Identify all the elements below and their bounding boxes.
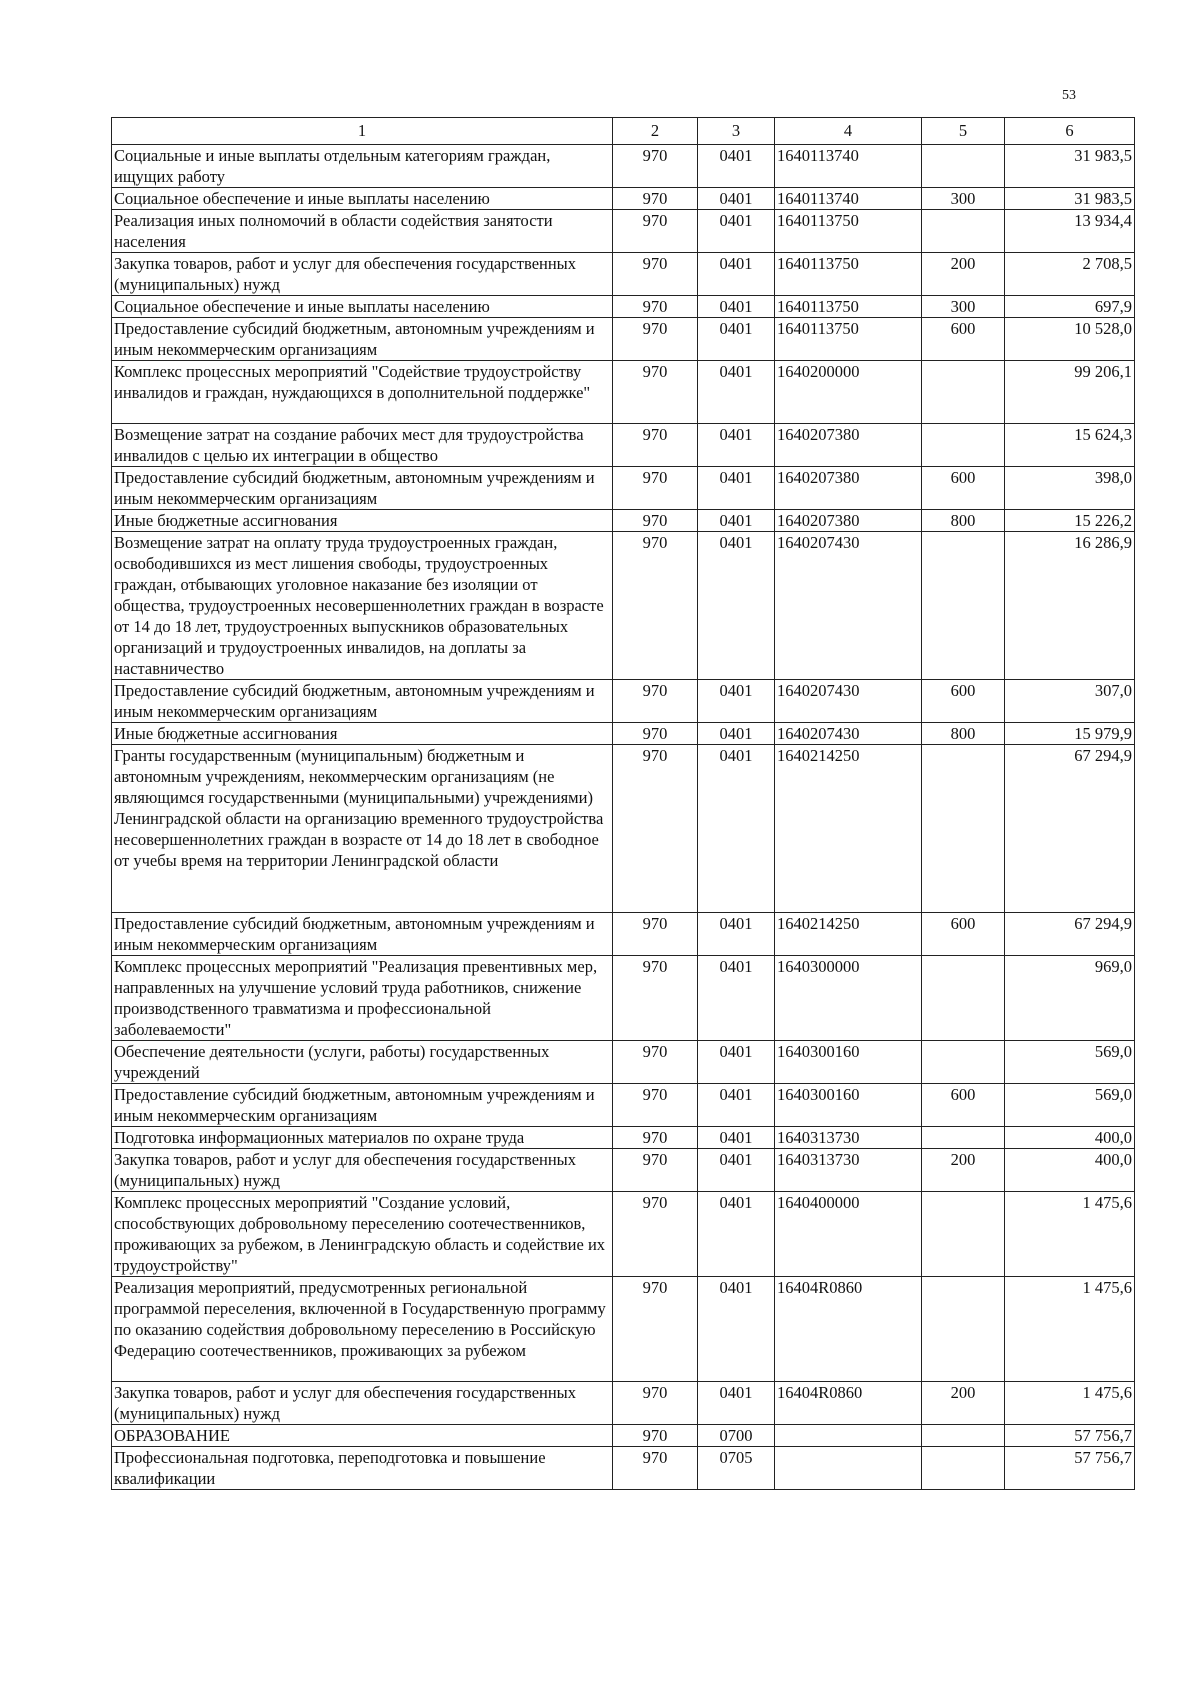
cell-expense-type: 600: [922, 913, 1005, 956]
cell-ved-code: 970: [613, 680, 698, 723]
cell-ved-code: 970: [613, 1127, 698, 1149]
table-header: [112, 118, 1135, 145]
cell-target-article: 1640313730: [775, 1149, 922, 1192]
cell-target-article: 1640113750: [775, 210, 922, 253]
cell-expense-type: [922, 210, 1005, 253]
cell-target-article: 16404R0860: [775, 1277, 922, 1382]
cell-target-article: [775, 1425, 922, 1447]
cell-name: Комплекс процессных мероприятий "Реализация превентивных мер, направленных на улучшение условий труда работников, снижение производственного травматизма и профессиональной заболеваемости": [112, 956, 613, 1041]
table-row: [112, 253, 1135, 296]
cell-name: Закупка товаров, работ и услуг для обеспечения государственных (муниципальных) нужд: [112, 1382, 613, 1425]
cell-ved-code: 970: [613, 296, 698, 318]
cell-name: Возмещение затрат на создание рабочих мест для трудоустройства инвалидов с целью их интеграции в общество: [112, 424, 613, 467]
cell-target-article: 1640313730: [775, 1127, 922, 1149]
cell-ved-code: 970: [613, 1447, 698, 1490]
cell-section-code: 0401: [698, 1041, 775, 1084]
cell-target-article: 1640207430: [775, 680, 922, 723]
cell-ved-code: 970: [613, 361, 698, 424]
cell-target-article: 1640207430: [775, 532, 922, 680]
cell-expense-type: [922, 361, 1005, 424]
cell-expense-type: [922, 1127, 1005, 1149]
cell-amount: 15 624,3: [1005, 424, 1135, 467]
cell-name: Предоставление субсидий бюджетным, автономным учреждениям и иным некоммерческим организациям: [112, 318, 613, 361]
cell-name: Предоставление субсидий бюджетным, автономным учреждениям и иным некоммерческим организациям: [112, 680, 613, 723]
cell-name: ОБРАЗОВАНИЕ: [112, 1425, 613, 1447]
cell-amount: 13 934,4: [1005, 210, 1135, 253]
cell-section-code: 0700: [698, 1425, 775, 1447]
cell-name: Иные бюджетные ассигнования: [112, 510, 613, 532]
cell-ved-code: 970: [613, 510, 698, 532]
table-row: [112, 1447, 1135, 1490]
cell-target-article: 16404R0860: [775, 1382, 922, 1425]
cell-expense-type: 600: [922, 680, 1005, 723]
cell-amount: 99 206,1: [1005, 361, 1135, 424]
cell-section-code: 0401: [698, 723, 775, 745]
cell-amount: 569,0: [1005, 1084, 1135, 1127]
cell-name: Комплекс процессных мероприятий "Содействие трудоустройству инвалидов и граждан, нуждающихся в дополнительной поддержке": [112, 361, 613, 424]
cell-name: Предоставление субсидий бюджетным, автономным учреждениям и иным некоммерческим организациям: [112, 1084, 613, 1127]
cell-section-code: 0705: [698, 1447, 775, 1490]
cell-section-code: 0401: [698, 956, 775, 1041]
table-row: [112, 1382, 1135, 1425]
cell-name: Социальное обеспечение и иные выплаты населению: [112, 188, 613, 210]
cell-ved-code: 970: [613, 467, 698, 510]
cell-expense-type: [922, 1447, 1005, 1490]
cell-name: Закупка товаров, работ и услуг для обеспечения государственных (муниципальных) нужд: [112, 253, 613, 296]
header-col-2: 2: [613, 118, 698, 145]
cell-target-article: 1640214250: [775, 913, 922, 956]
cell-expense-type: [922, 745, 1005, 913]
cell-expense-type: 200: [922, 253, 1005, 296]
cell-ved-code: 970: [613, 318, 698, 361]
cell-ved-code: 970: [613, 1277, 698, 1382]
table-row: [112, 745, 1135, 913]
cell-target-article: [775, 1447, 922, 1490]
table-row: [112, 532, 1135, 680]
cell-name: Возмещение затрат на оплату труда трудоустроенных граждан, освободившихся из мест лишения свободы, трудоустроенных граждан, отбывающих уголовное наказание без изоляции от общества, трудоустроенных несовершеннолетних граждан в возрасте от 14 до 18 лет, трудоустроенных выпускников образовательных организаций и трудоустроенных инвалидов, на доплаты за наставничество: [112, 532, 613, 680]
cell-amount: 307,0: [1005, 680, 1135, 723]
cell-name: Социальное обеспечение и иные выплаты населению: [112, 296, 613, 318]
cell-ved-code: 970: [613, 188, 698, 210]
header-col-4: 4: [775, 118, 922, 145]
cell-amount: 10 528,0: [1005, 318, 1135, 361]
cell-expense-type: 200: [922, 1382, 1005, 1425]
cell-target-article: 1640113740: [775, 188, 922, 210]
cell-amount: 57 756,7: [1005, 1447, 1135, 1490]
cell-amount: 1 475,6: [1005, 1382, 1135, 1425]
table-row: [112, 1084, 1135, 1127]
cell-amount: 969,0: [1005, 956, 1135, 1041]
cell-target-article: 1640300000: [775, 956, 922, 1041]
cell-expense-type: 800: [922, 510, 1005, 532]
header-row: [112, 118, 1135, 145]
cell-ved-code: 970: [613, 145, 698, 188]
cell-amount: 31 983,5: [1005, 188, 1135, 210]
cell-target-article: 1640113750: [775, 296, 922, 318]
cell-target-article: 1640113750: [775, 253, 922, 296]
table-body: [112, 145, 1135, 1490]
cell-expense-type: [922, 1277, 1005, 1382]
cell-name: Иные бюджетные ассигнования: [112, 723, 613, 745]
cell-section-code: 0401: [698, 745, 775, 913]
cell-target-article: 1640214250: [775, 745, 922, 913]
table-row: [112, 1277, 1135, 1382]
table-row: [112, 1127, 1135, 1149]
cell-ved-code: 970: [613, 1192, 698, 1277]
cell-amount: 15 226,2: [1005, 510, 1135, 532]
table-row: [112, 318, 1135, 361]
cell-section-code: 0401: [698, 1382, 775, 1425]
cell-target-article: 1640113740: [775, 145, 922, 188]
cell-expense-type: 200: [922, 1149, 1005, 1192]
cell-expense-type: [922, 424, 1005, 467]
cell-ved-code: 970: [613, 1425, 698, 1447]
cell-name: Закупка товаров, работ и услуг для обеспечения государственных (муниципальных) нужд: [112, 1149, 613, 1192]
cell-target-article: 1640300160: [775, 1084, 922, 1127]
header-col-6: 6: [1005, 118, 1135, 145]
cell-amount: 67 294,9: [1005, 745, 1135, 913]
cell-ved-code: 970: [613, 1149, 698, 1192]
cell-expense-type: [922, 1041, 1005, 1084]
cell-name: Реализация мероприятий, предусмотренных региональной программой переселения, включенной в Государственную программу по оказанию содействия добровольному переселению в Российскую Федерацию соотечественников, проживающих за рубежом: [112, 1277, 613, 1382]
table-row: [112, 210, 1135, 253]
cell-target-article: 1640113750: [775, 318, 922, 361]
table-row: [112, 1149, 1135, 1192]
cell-section-code: 0401: [698, 253, 775, 296]
header-col-3: 3: [698, 118, 775, 145]
cell-ved-code: 970: [613, 723, 698, 745]
cell-name: Обеспечение деятельности (услуги, работы) государственных учреждений: [112, 1041, 613, 1084]
cell-section-code: 0401: [698, 424, 775, 467]
cell-target-article: 1640207380: [775, 510, 922, 532]
cell-expense-type: [922, 145, 1005, 188]
cell-target-article: 1640207430: [775, 723, 922, 745]
cell-section-code: 0401: [698, 1084, 775, 1127]
cell-section-code: 0401: [698, 210, 775, 253]
header-col-5: 5: [922, 118, 1005, 145]
table-row: [112, 680, 1135, 723]
table-row: [112, 424, 1135, 467]
table-row: [112, 1041, 1135, 1084]
page-number: 53: [1062, 88, 1076, 103]
cell-expense-type: [922, 1192, 1005, 1277]
cell-ved-code: 970: [613, 424, 698, 467]
cell-name: Профессиональная подготовка, переподготовка и повышение квалификации: [112, 1447, 613, 1490]
cell-section-code: 0401: [698, 913, 775, 956]
cell-amount: 697,9: [1005, 296, 1135, 318]
table-row: [112, 361, 1135, 424]
cell-section-code: 0401: [698, 188, 775, 210]
cell-amount: 569,0: [1005, 1041, 1135, 1084]
cell-section-code: 0401: [698, 1192, 775, 1277]
cell-amount: 398,0: [1005, 467, 1135, 510]
cell-expense-type: 300: [922, 296, 1005, 318]
cell-target-article: 1640200000: [775, 361, 922, 424]
cell-section-code: 0401: [698, 1127, 775, 1149]
cell-name: Подготовка информационных материалов по охране труда: [112, 1127, 613, 1149]
cell-section-code: 0401: [698, 680, 775, 723]
cell-ved-code: 970: [613, 913, 698, 956]
cell-amount: 1 475,6: [1005, 1277, 1135, 1382]
cell-target-article: 1640207380: [775, 424, 922, 467]
budget-table: [111, 117, 1135, 1490]
table-row: [112, 913, 1135, 956]
cell-section-code: 0401: [698, 532, 775, 680]
cell-section-code: 0401: [698, 1149, 775, 1192]
cell-section-code: 0401: [698, 361, 775, 424]
cell-ved-code: 970: [613, 1382, 698, 1425]
cell-section-code: 0401: [698, 318, 775, 361]
cell-section-code: 0401: [698, 296, 775, 318]
cell-name: Реализация иных полномочий в области содействия занятости населения: [112, 210, 613, 253]
cell-target-article: 1640207380: [775, 467, 922, 510]
table-row: [112, 1192, 1135, 1277]
cell-expense-type: [922, 956, 1005, 1041]
cell-amount: 400,0: [1005, 1127, 1135, 1149]
cell-name: Комплекс процессных мероприятий "Создание условий, способствующих добровольному переселению соотечественников, проживающих за рубежом, в Ленинградскую область и содействие их трудоустройству": [112, 1192, 613, 1277]
cell-name: Гранты государственным (муниципальным) бюджетным и автономным учреждениям, некоммерческим организациям (не являющимся государственными (муниципальными) учреждениями) Ленинградской области на организацию временного трудоустройства несовершеннолетних граждан в возрасте от 14 до 18 лет в свободное от учебы время на территории Ленинградской области: [112, 745, 613, 913]
table-row: [112, 145, 1135, 188]
cell-name: Предоставление субсидий бюджетным, автономным учреждениям и иным некоммерческим организациям: [112, 913, 613, 956]
cell-section-code: 0401: [698, 1277, 775, 1382]
cell-ved-code: 970: [613, 956, 698, 1041]
cell-expense-type: 800: [922, 723, 1005, 745]
cell-section-code: 0401: [698, 467, 775, 510]
cell-ved-code: 970: [613, 210, 698, 253]
cell-expense-type: 600: [922, 1084, 1005, 1127]
cell-expense-type: 600: [922, 467, 1005, 510]
cell-ved-code: 970: [613, 1041, 698, 1084]
table-row: [112, 188, 1135, 210]
cell-name: Социальные и иные выплаты отдельным категориям граждан, ищущих работу: [112, 145, 613, 188]
table-row: [112, 723, 1135, 745]
table-row: [112, 467, 1135, 510]
table-row: [112, 296, 1135, 318]
table-row: [112, 956, 1135, 1041]
cell-ved-code: 970: [613, 253, 698, 296]
cell-amount: 31 983,5: [1005, 145, 1135, 188]
cell-amount: 57 756,7: [1005, 1425, 1135, 1447]
cell-target-article: 1640300160: [775, 1041, 922, 1084]
cell-expense-type: [922, 1425, 1005, 1447]
cell-ved-code: 970: [613, 1084, 698, 1127]
cell-section-code: 0401: [698, 510, 775, 532]
table-row: [112, 1425, 1135, 1447]
table-row: [112, 510, 1135, 532]
cell-expense-type: 600: [922, 318, 1005, 361]
cell-amount: 400,0: [1005, 1149, 1135, 1192]
cell-amount: 15 979,9: [1005, 723, 1135, 745]
cell-expense-type: [922, 532, 1005, 680]
cell-target-article: 1640400000: [775, 1192, 922, 1277]
cell-section-code: 0401: [698, 145, 775, 188]
cell-expense-type: 300: [922, 188, 1005, 210]
cell-ved-code: 970: [613, 745, 698, 913]
cell-amount: 16 286,9: [1005, 532, 1135, 680]
header-col-1: 1: [112, 118, 613, 145]
cell-amount: 1 475,6: [1005, 1192, 1135, 1277]
cell-ved-code: 970: [613, 532, 698, 680]
cell-amount: 2 708,5: [1005, 253, 1135, 296]
cell-amount: 67 294,9: [1005, 913, 1135, 956]
cell-name: Предоставление субсидий бюджетным, автономным учреждениям и иным некоммерческим организациям: [112, 467, 613, 510]
